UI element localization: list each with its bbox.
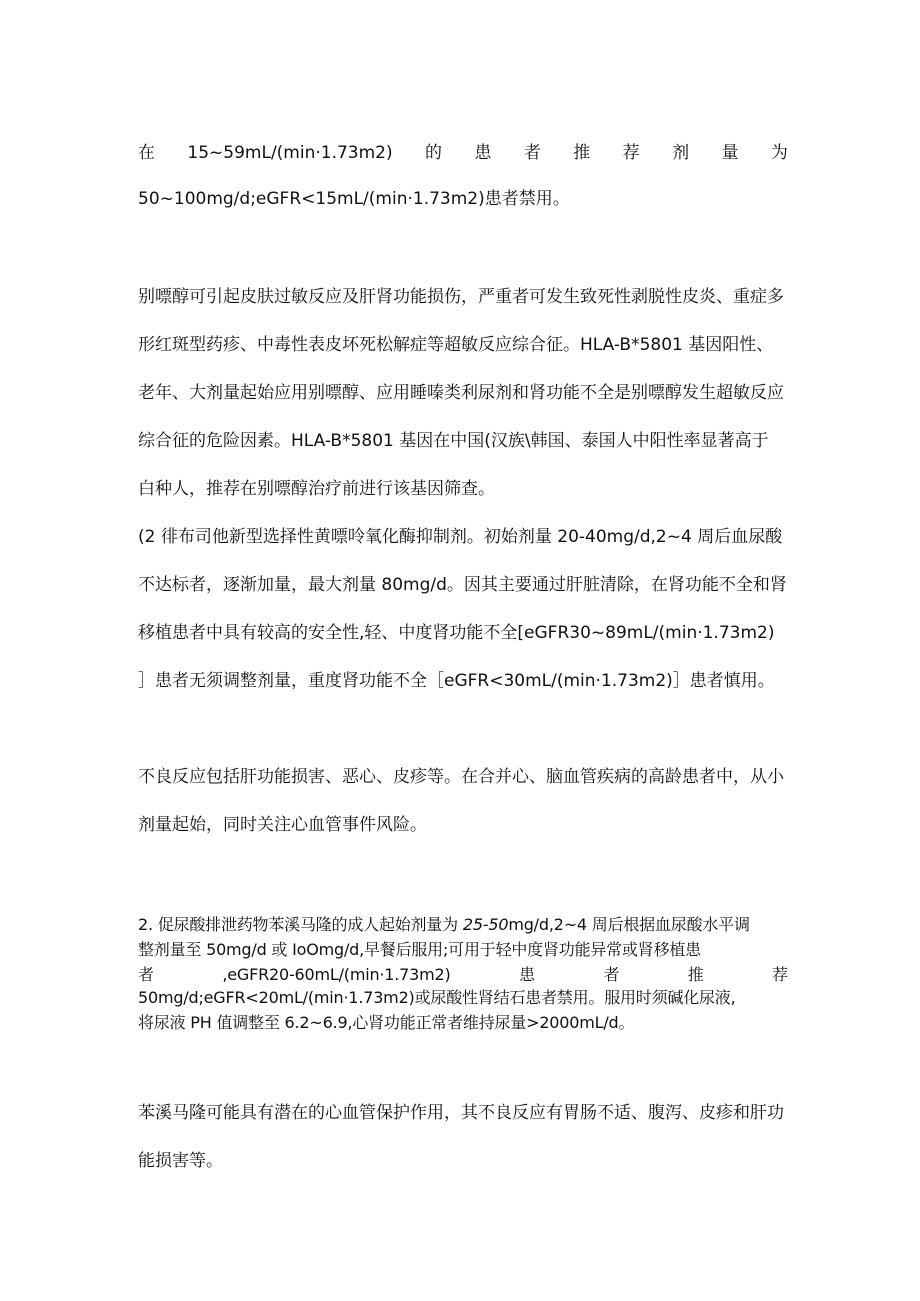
allopurinol-line-5: 白种人，推荐在别嘌醇治疗前进行该基因筛查。 bbox=[138, 479, 495, 499]
benzbromarone-line-1 bbox=[138, 914, 788, 936]
adverse-reaction-line-1: 不良反应包括肝功能损害、恶心、皮疹等。在合并心、脑血管疾病的高龄患者中，从小 bbox=[138, 767, 784, 787]
benzbromarone-line-3 bbox=[138, 964, 788, 986]
benzbromarone-line-4: 50mg/d;eGFR<20mL/(min·1.73m2)或尿酸性肾结石患者禁用。服用时须碱化尿液, bbox=[138, 988, 736, 1007]
text-token: 患 bbox=[474, 143, 492, 163]
adverse-reaction-line-2: 剂量起始，同时关注心血管事件风险。 bbox=[138, 815, 427, 835]
allopurinol-line-4: 综合征的危险因素。HLA-B*5801 基因在中国(汉族\韩国、泰国人中阳性率显著高于 bbox=[138, 431, 769, 451]
text-token: 推 bbox=[573, 143, 591, 163]
cardio-protection-line-1: 苯溪马隆可能具有潜在的心血管保护作用，其不良反应有胃肠不适、腹泻、皮疹和肝功 bbox=[138, 1103, 784, 1123]
dosage-line-1 bbox=[138, 142, 788, 164]
text-token: 量 bbox=[721, 143, 739, 163]
text-token: 患 bbox=[519, 965, 535, 984]
allopurinol-line-3: 老年、大剂量起始应用别嘌醇、应用睡嗪类利尿剂和肾功能不全是别嘌醇发生超敏反应 bbox=[138, 383, 784, 403]
febuxostat-line-4: ］患者无须调整剂量，重度肾功能不全［eGFR<30mL/(min·1.73m2)］患者慎用。 bbox=[138, 671, 775, 691]
text-token: 15~59mL/(min·1.73m2) bbox=[187, 143, 393, 163]
dosage-line-2: 50~100mg/d;eGFR<15mL/(min·1.73m2)患者禁用。 bbox=[138, 189, 570, 209]
text-token: 荐 bbox=[772, 965, 788, 984]
allopurinol-line-2: 形红斑型药疹、中毒性表皮坏死松解症等超敏反应综合征。HLA-B*5801 基因阳性、 bbox=[138, 335, 774, 355]
text-token: 者 bbox=[138, 965, 154, 984]
text-token: ,eGFR20-60mL/(min·1.73m2) bbox=[222, 965, 451, 984]
text-token: 为 bbox=[770, 143, 788, 163]
benzbromarone-line-2: 整剂量至 50mg/d 或 IoOmg/d,早餐后服用;可用于轻中度肾功能异常或肾移植患 bbox=[138, 940, 701, 959]
allopurinol-line-1: 别嘌醇可引起皮肤过敏反应及肝肾功能损伤，严重者可发生致死性剥脱性皮炎、重症多 bbox=[138, 287, 784, 307]
febuxostat-line-3: 移植患者中具有较高的安全性,轻、中度肾功能不全[eGFR30~89mL/(min·1.73m2) bbox=[138, 623, 775, 643]
benzbromarone-line-5: 将尿液 PH 值调整至 6.2~6.9,心肾功能正常者维持尿量>2000mL/d。 bbox=[138, 1013, 635, 1032]
text-token: 推 bbox=[687, 965, 704, 984]
febuxostat-line-1: (2 徘布司他新型选择性黄嘌呤氧化酶抑制剂。初始剂量 20-40mg/d,2~4 周后血尿酸 bbox=[138, 527, 783, 547]
cardio-protection-line-2: 能损害等。 bbox=[138, 1151, 223, 1171]
text-token: 荐 bbox=[622, 143, 640, 163]
text-token: 者 bbox=[603, 965, 620, 984]
text-segment: mg/d,2~4 周后根据血尿酸水平调 bbox=[508, 915, 750, 934]
text-token: 者 bbox=[523, 143, 541, 163]
dose-range-text: 25-50 bbox=[462, 915, 509, 934]
text-token: 的 bbox=[425, 143, 443, 163]
text-token: 在 bbox=[138, 143, 155, 163]
text-segment: 2. 促尿酸排泄药物苯溪马隆的成人起始剂量为 bbox=[138, 915, 463, 934]
text-token: 剂 bbox=[672, 143, 690, 163]
febuxostat-line-2: 不达标者，逐渐加量，最大剂量 80mg/d。因其主要通过肝脏清除，在肾功能不全和肾 bbox=[138, 575, 787, 595]
